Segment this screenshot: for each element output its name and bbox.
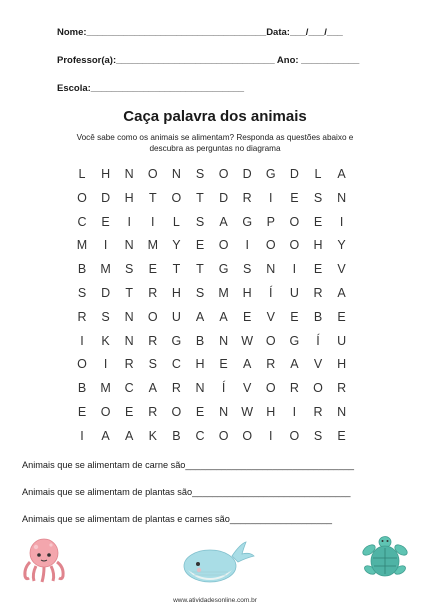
- grid-letter: R: [266, 357, 276, 372]
- grid-letter: I: [269, 190, 273, 205]
- grid-letter: V: [266, 309, 275, 324]
- question-omnivores: Animais que se alimentam de plantas e carnes são____________________: [22, 514, 333, 524]
- grid-letter: R: [337, 381, 347, 396]
- grid-letter: N: [124, 333, 134, 348]
- grid-letter: O: [289, 428, 300, 443]
- grid-letter: I: [127, 214, 131, 229]
- grid-letter: C: [124, 381, 134, 396]
- grid-letter: A: [219, 309, 228, 324]
- question-carnivores: Animais que se alimentam de carne são_________________________________: [22, 460, 355, 470]
- grid-letter: E: [313, 262, 323, 277]
- grid-letter: U: [289, 286, 299, 300]
- octopus-icon: [20, 536, 68, 584]
- grid-letter: V: [313, 357, 323, 372]
- grid-letter: Y: [172, 238, 181, 253]
- grid-letter: L: [172, 214, 180, 229]
- grid-letter: G: [171, 333, 182, 348]
- grid-letter: A: [219, 214, 228, 229]
- grid-letter: S: [77, 286, 87, 300]
- grid-letter: E: [290, 309, 299, 324]
- grid-letter: S: [125, 262, 134, 277]
- grid-letter: B: [77, 381, 87, 396]
- grid-letter: N: [219, 333, 229, 348]
- question-herbivores: Animais que se alimentam de plantas são_______________________________: [22, 487, 351, 497]
- grid-letter: I: [269, 428, 273, 443]
- grid-letter: O: [77, 190, 87, 205]
- grid-letter: N: [124, 238, 134, 253]
- grid-letter: E: [101, 214, 110, 229]
- grid-letter: O: [242, 428, 253, 443]
- grid-letter: K: [101, 333, 110, 348]
- grid-letter: W: [241, 405, 254, 419]
- grid-letter: O: [171, 405, 182, 419]
- grid-letter: N: [171, 167, 181, 181]
- grid-letter: E: [243, 309, 252, 324]
- grid-letter: M: [100, 381, 111, 396]
- grid-letter: E: [219, 357, 228, 372]
- grid-letter: B: [77, 262, 87, 277]
- grid-letter: M: [218, 286, 229, 300]
- intro-text: Você sabe como os animais se alimentam? Responda as questões abaixo e descubra as perguntas no diagrama: [76, 133, 354, 153]
- grid-letter: Í: [316, 333, 320, 348]
- grid-letter: E: [125, 405, 134, 419]
- grid-letter: A: [337, 167, 346, 181]
- grid-letter: E: [148, 262, 157, 277]
- grid-letter: G: [265, 167, 276, 181]
- grid-letter: U: [171, 309, 181, 324]
- grid-letter: O: [218, 428, 229, 443]
- grid-letter: D: [242, 167, 252, 181]
- grid-letter: P: [266, 214, 275, 229]
- grid-letter: G: [242, 214, 253, 229]
- grid-letter: I: [339, 214, 344, 229]
- grid-letter: R: [242, 190, 252, 205]
- grid-letter: A: [148, 381, 157, 396]
- grid-letter: I: [151, 214, 155, 229]
- grid-letter: R: [148, 333, 158, 348]
- grid-letter: H: [313, 238, 323, 253]
- grid-letter: R: [313, 405, 323, 419]
- grid-letter: A: [195, 309, 205, 324]
- grid-letter: E: [313, 214, 323, 229]
- grid-letter: T: [148, 190, 157, 205]
- grid-letter: U: [337, 333, 347, 348]
- grid-letter: N: [219, 405, 229, 419]
- grid-letter: V: [243, 381, 252, 396]
- grid-letter: O: [171, 190, 182, 205]
- footer-url: www.atividadesonline.com.br: [173, 597, 257, 604]
- grid-letter: T: [125, 286, 133, 300]
- grid-letter: K: [148, 428, 157, 443]
- grid-letter: I: [103, 238, 108, 253]
- grid-letter: H: [242, 286, 252, 300]
- grid-letter: S: [148, 357, 157, 372]
- grid-letter: A: [290, 357, 299, 372]
- grid-letter: N: [124, 167, 134, 181]
- grid-letter: S: [313, 428, 323, 443]
- grid-letter: N: [337, 190, 347, 205]
- grid-letter: I: [292, 262, 297, 277]
- grid-letter: O: [100, 405, 111, 419]
- grid-letter: S: [313, 190, 323, 205]
- grid-letter: R: [77, 309, 87, 324]
- grid-letter: L: [78, 167, 86, 181]
- grid-letter: E: [195, 238, 205, 253]
- grid-letter: T: [172, 262, 181, 277]
- grid-letter: R: [289, 381, 299, 396]
- grid-letter: S: [101, 309, 110, 324]
- grid-letter: B: [172, 428, 181, 443]
- grid-letter: S: [195, 214, 205, 229]
- grid-letter: Í: [269, 286, 273, 300]
- grid-letter: I: [103, 357, 108, 372]
- grid-letter: R: [148, 286, 158, 300]
- grid-letter: M: [76, 238, 88, 253]
- grid-letter: V: [337, 262, 346, 277]
- grid-letter: O: [147, 309, 158, 324]
- grid-letter: R: [313, 286, 323, 300]
- teacher-year-line: Professor(a):______________________________ Ano: ___________: [57, 55, 360, 66]
- grid-letter: H: [171, 286, 181, 300]
- grid-letter: I: [292, 405, 297, 419]
- grid-letter: S: [243, 262, 252, 277]
- grid-letter: A: [337, 286, 346, 300]
- grid-letter: S: [195, 286, 205, 300]
- grid-letter: E: [290, 190, 299, 205]
- grid-letter: O: [218, 167, 229, 181]
- school-line: Escola:_____________________________: [57, 83, 245, 94]
- grid-letter: L: [314, 167, 322, 181]
- name-date-line: Nome:__________________________________Data:___/___/___: [57, 27, 343, 38]
- grid-letter: E: [77, 405, 87, 419]
- grid-letter: O: [265, 238, 276, 253]
- grid-letter: T: [196, 262, 204, 277]
- grid-letter: C: [77, 214, 87, 229]
- grid-letter: O: [218, 238, 229, 253]
- grid-letter: I: [245, 238, 249, 253]
- grid-letter: H: [266, 405, 276, 419]
- grid-letter: O: [77, 357, 87, 372]
- grid-letter: O: [265, 333, 276, 348]
- grid-letter: O: [289, 238, 300, 253]
- grid-letter: B: [195, 333, 205, 348]
- grid-letter: I: [80, 428, 84, 443]
- grid-letter: G: [289, 333, 300, 348]
- grid-letter: G: [218, 262, 229, 277]
- grid-letter: Í: [221, 381, 226, 396]
- grid-letter: C: [195, 428, 205, 443]
- grid-letter: O: [313, 381, 323, 396]
- grid-letter: D: [289, 167, 299, 181]
- grid-letter: R: [124, 357, 134, 372]
- grid-letter: N: [337, 405, 347, 419]
- grid-letter: W: [241, 333, 254, 348]
- grid-letter: E: [337, 428, 346, 443]
- grid-letter: O: [265, 381, 276, 396]
- grid-letter: N: [266, 262, 276, 277]
- grid-letter: R: [148, 405, 158, 419]
- grid-letter: M: [147, 238, 158, 253]
- grid-letter: E: [337, 309, 346, 324]
- grid-letter: T: [196, 190, 204, 205]
- grid-letter: D: [101, 190, 111, 205]
- page-title: Caça palavra dos animais: [123, 108, 307, 125]
- grid-letter: O: [147, 167, 158, 181]
- grid-letter: R: [171, 381, 181, 396]
- grid-letter: H: [337, 357, 347, 372]
- grid-letter: B: [313, 309, 323, 324]
- grid-letter: S: [195, 167, 205, 181]
- turtle-icon: [360, 536, 410, 582]
- grid-letter: A: [243, 357, 252, 372]
- grid-letter: N: [195, 381, 205, 396]
- grid-letter: O: [289, 214, 300, 229]
- grid-letter: M: [100, 262, 111, 277]
- grid-letter: E: [195, 405, 205, 419]
- grid-letter: D: [219, 190, 229, 205]
- grid-letter: D: [101, 286, 111, 300]
- grid-letter: H: [124, 190, 134, 205]
- grid-letter: H: [195, 357, 205, 372]
- grid-letter: C: [171, 357, 181, 372]
- grid-letter: H: [101, 167, 111, 181]
- grid-letter: I: [80, 333, 84, 348]
- grid-letter: N: [124, 309, 134, 324]
- grid-letter: A: [101, 428, 110, 443]
- grid-letter: Y: [337, 238, 346, 253]
- whale-icon: [180, 538, 256, 586]
- grid-letter: A: [125, 428, 134, 443]
